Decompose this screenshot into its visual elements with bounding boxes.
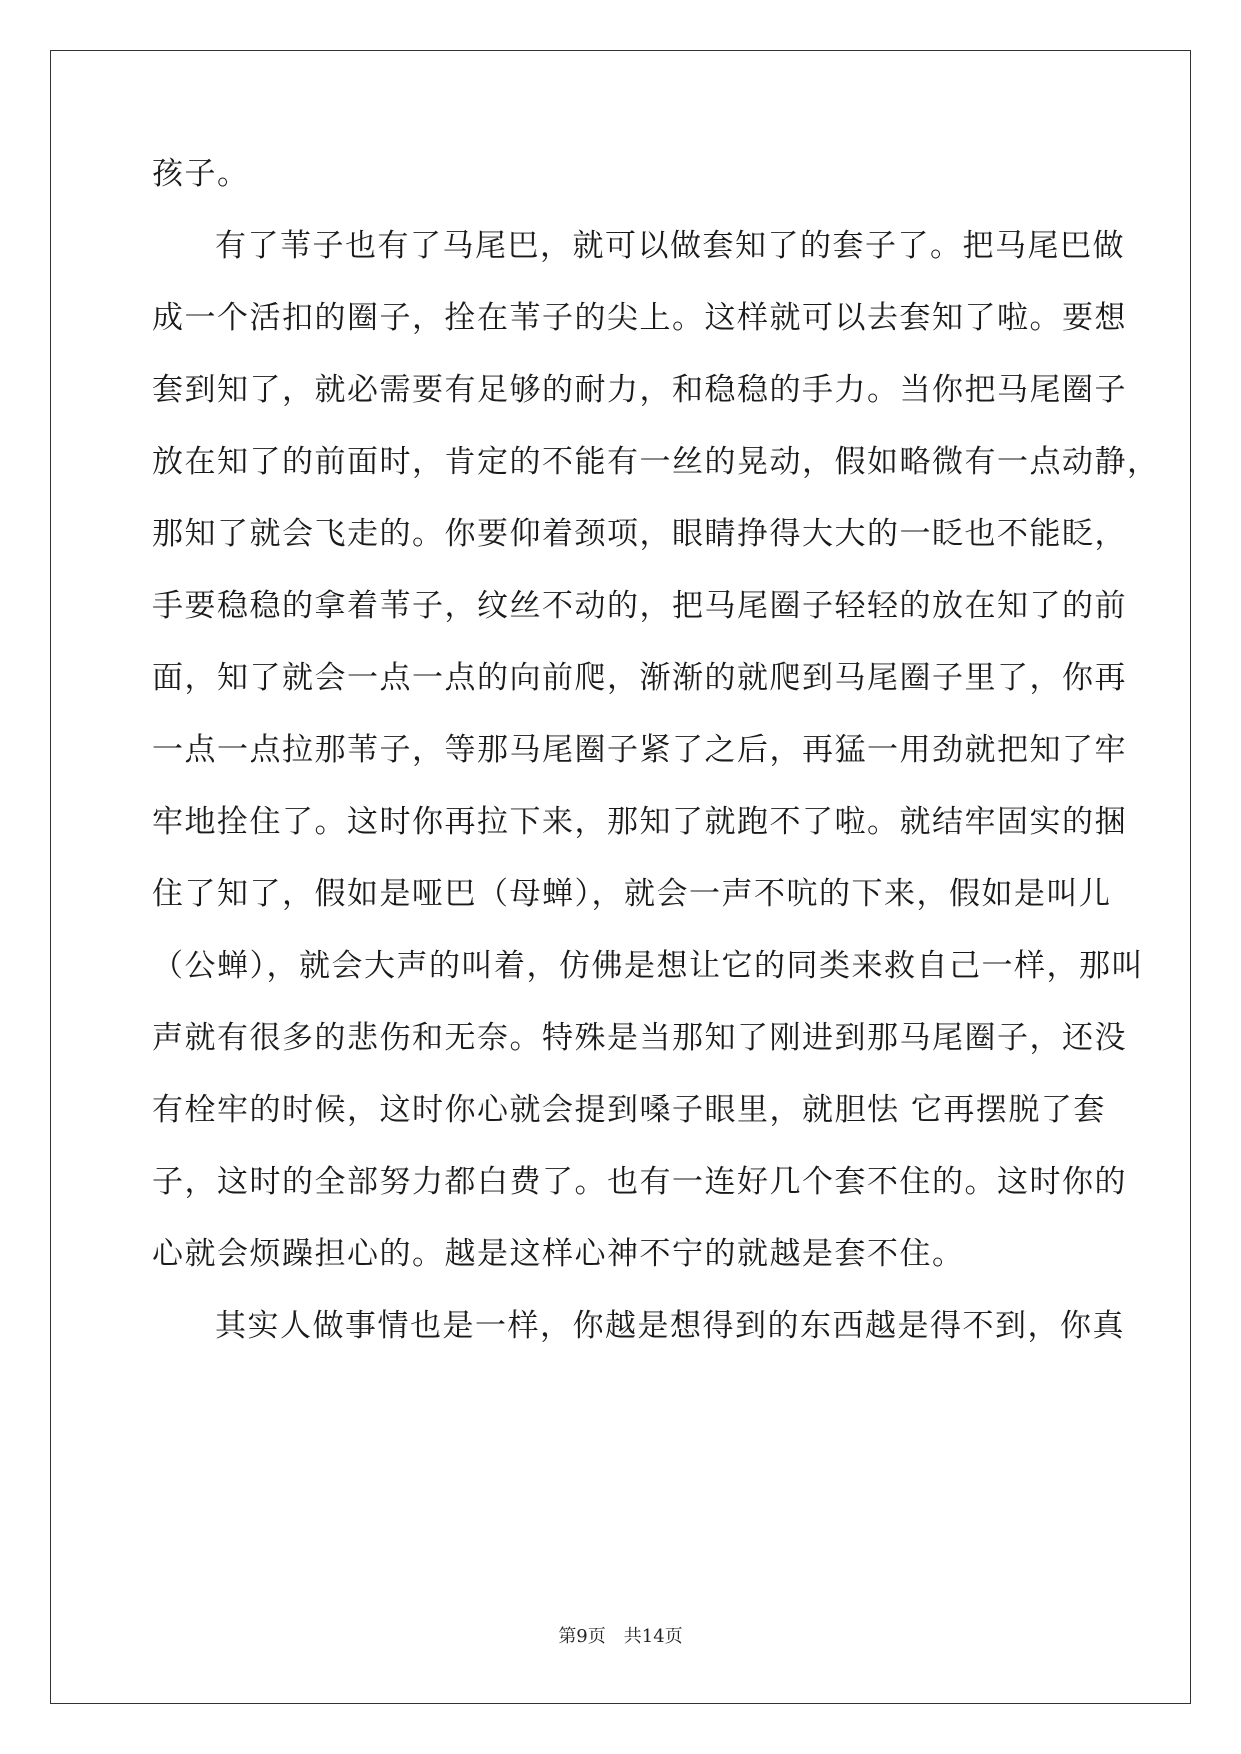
page-total: 共14页: [623, 1626, 683, 1647]
text-line-14: 有栓牢的时候，这时你心就会提到嗓子眼里，就胆怯 它再摆脱了套: [152, 1092, 1106, 1128]
text-line-5: 放在知了的前面时，肯定的不能有一丝的晃动，假如略微有一点动静，: [152, 444, 1160, 480]
page-number: 第9页: [558, 1626, 606, 1647]
text-line-1: 孩子。: [152, 156, 250, 192]
text-line-11: 住了知了，假如是哑巴（母蝉），就会一声不吭的下来，假如是叫儿: [152, 876, 1112, 912]
text-line-6: 那知了就会飞走的。你要仰着颈项，眼睛挣得大大的一眨也不能眨，: [152, 516, 1127, 552]
text-line-15: 子，这时的全部努力都白费了。也有一连好几个套不住的。这时你的: [152, 1164, 1127, 1200]
text-line-10: 牢地拴住了。这时你再拉下来，那知了就跑不了啦。就结牢固实的捆: [152, 804, 1127, 840]
text-line-8: 面，知了就会一点一点的向前爬，渐渐的就爬到马尾圈子里了，你再: [152, 660, 1127, 696]
page-footer: [0, 1622, 1241, 1648]
text-line-4: 套到知了，就必需要有足够的耐力，和稳稳的手力。当你把马尾圈子: [152, 372, 1127, 408]
text-line-3: 成一个活扣的圈子，拴在苇子的尖上。这样就可以去套知了啦。要想: [152, 300, 1127, 336]
text-line-17: 其实人做事情也是一样，你越是想得到的东西越是得不到，你真: [215, 1308, 1125, 1344]
text-line-12: （公蝉），就会大声的叫着，仿佛是想让它的同类来救自己一样，那叫: [152, 948, 1144, 984]
text-line-16: 心就会烦躁担心的。越是这样心神不宁的就越是套不住。: [152, 1236, 965, 1272]
text-line-2: 有了苇子也有了马尾巴，就可以做套知了的套子了。把马尾巴做: [215, 228, 1125, 264]
text-line-9: 一点一点拉那苇子，等那马尾圈子紧了之后，再猛一用劲就把知了牢: [152, 732, 1127, 768]
text-line-13: 声就有很多的悲伤和无奈。特殊是当那知了刚进到那马尾圈子，还没: [152, 1020, 1127, 1056]
text-line-7: 手要稳稳的拿着苇子，纹丝不动的，把马尾圈子轻轻的放在知了的前: [152, 588, 1127, 624]
